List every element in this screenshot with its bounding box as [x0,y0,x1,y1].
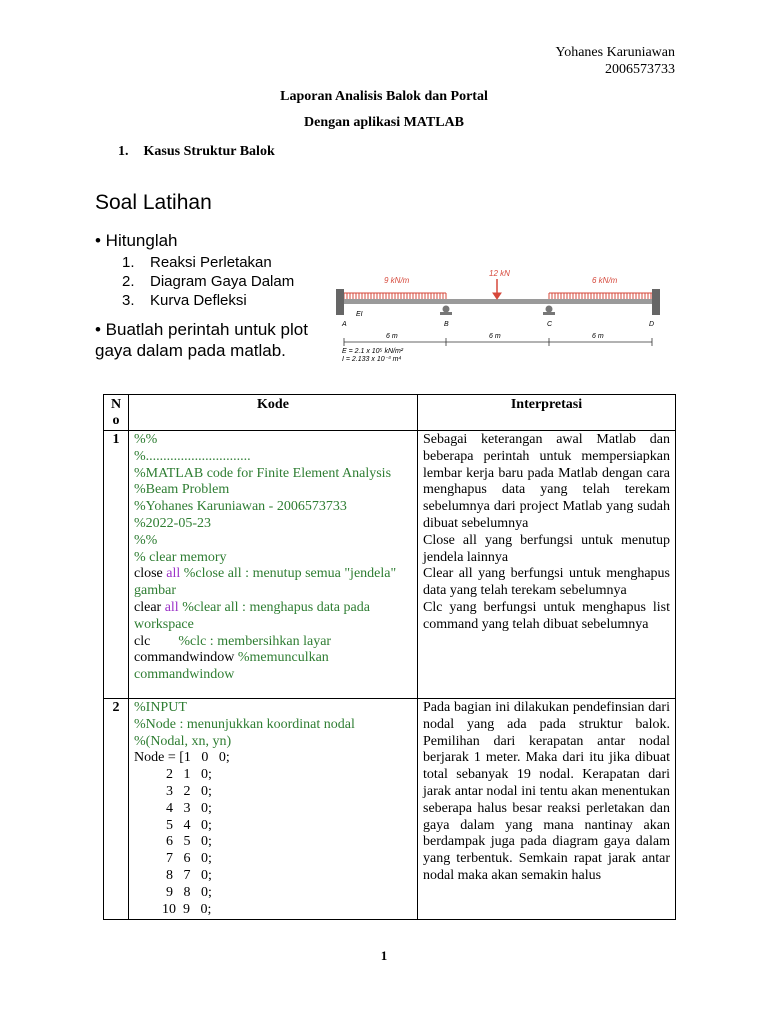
slide-bullet-2: • Buatlah perintah untuk plot gaya dalam pada matlab. [95,320,308,360]
table-row [104,431,676,699]
roller-support-c [543,306,555,316]
section-label: Kasus Struktur Balok [143,144,275,159]
distributed-load-left [344,293,446,299]
fixed-support-a [336,289,344,315]
report-title: Laporan Analisis Balok dan Portal [280,89,488,104]
ei-label: EI [356,311,363,318]
author-name: Yohanes Karuniawan [555,45,675,60]
table-row [104,698,676,919]
roller-support-b [440,306,452,316]
beam-member [344,299,652,304]
code-cell: %INPUT %Node : menunjukkan koordinat nodal %(Nodal, xn, yn) Node = [1 0 0; 2 1 0; 3 2 0; 4 3 0; 5 4 0; 6 5 0; 7 6 0; 8 7 0; 9 8 0; 10 9 0; [129,698,418,919]
header-interp: Interpretasi [418,395,676,431]
fixed-support-d [652,289,660,315]
header-no: N o [104,395,129,431]
inertia-label: I = 2.133 x 10⁻³ m⁴ [342,356,402,361]
load-left-label: 9 kN/m [384,276,410,285]
author-block [556,44,676,78]
exercise-slide [92,183,676,373]
row-number: 1 [104,431,129,699]
slide-step: 2. Diagram Gaya Dalam [122,273,295,290]
row-number: 2 [104,698,129,919]
point-load-label: 12 kN [489,269,510,278]
node-b: B [444,321,449,328]
span-3: 6 m [592,333,604,340]
report-subtitle: Dengan aplikasi MATLAB [304,115,464,130]
slide-steps [122,253,294,310]
slide-step: 3. Kurva Defleksi [122,292,247,309]
slide-title: Soal Latihan [95,191,212,214]
span-1: 6 m [386,333,398,340]
slide-step: 1. Reaksi Perletakan [122,254,272,271]
load-right-label: 6 kN/m [592,276,618,285]
distributed-load-right [549,293,652,299]
author-id: 2006573733 [605,62,675,77]
section-heading [118,144,275,160]
section-number: 1. [118,144,129,159]
point-load-arrow [493,279,501,299]
node-d: D [649,321,655,328]
header-code: Kode [129,395,418,431]
beam-diagram [334,221,669,361]
interpretation-cell: Pada bagian ini dilakukan pendefinsian dari nodal yang ada pada struktur balok. Pemilihan dari kerapatan antar nodal berjarak 1 meter. Maka dari itu jika dibuat total sebanyak 19 nodal. Kerapatan dari jarak antar nodal ini tentu akan menentukan seberapa halus besar reaksi perletakan dan gaya dalam yang mana nantinay akan berdampak juga pada diagram gaya dalam yang terbentuk. Semkain rapat jarak antar nodal maka akan semakin halus [418,698,676,919]
modulus-label: E = 2.1 x 10⁵ kN/m² [342,348,404,355]
node-c: C [547,321,553,328]
code-table [103,394,676,920]
page-number: 1 [380,948,388,963]
table-header-row [104,395,676,431]
span-2: 6 m [489,333,501,340]
code-cell: %% %.............................. %MATLAB code for Finite Element Analysis %Beam Problem %Yohanes Karuniawan - 2006573733 %2022-05-23 %% % clear memory close all %close all : menutup semua "jendela" gambar clear all %clear all : menghapus data pada workspace clc %clc : membersihkan layar commandwindow %memunculkan commandwindow [129,431,418,699]
interpretation-cell: Sebagai keterangan awal Matlab dan beberapa perintah untuk mempersiapkan lembar kerja baru pada Matlab dengan cara menghapus data yang telah terekam sebelumnya dari project Matlab yang sudah dibuat sebelumnya Close all yang berfungsi untuk menutup jendela lainnya Clear all yang berfungsi untuk menghapus data yang telah terekam sebelumnya Clc yang berfungsi untuk menghapus list command yang telah dibuat sebelumnya [418,431,676,699]
slide-bullet-1: • Hitunglah [95,231,178,250]
node-a: A [342,321,347,328]
